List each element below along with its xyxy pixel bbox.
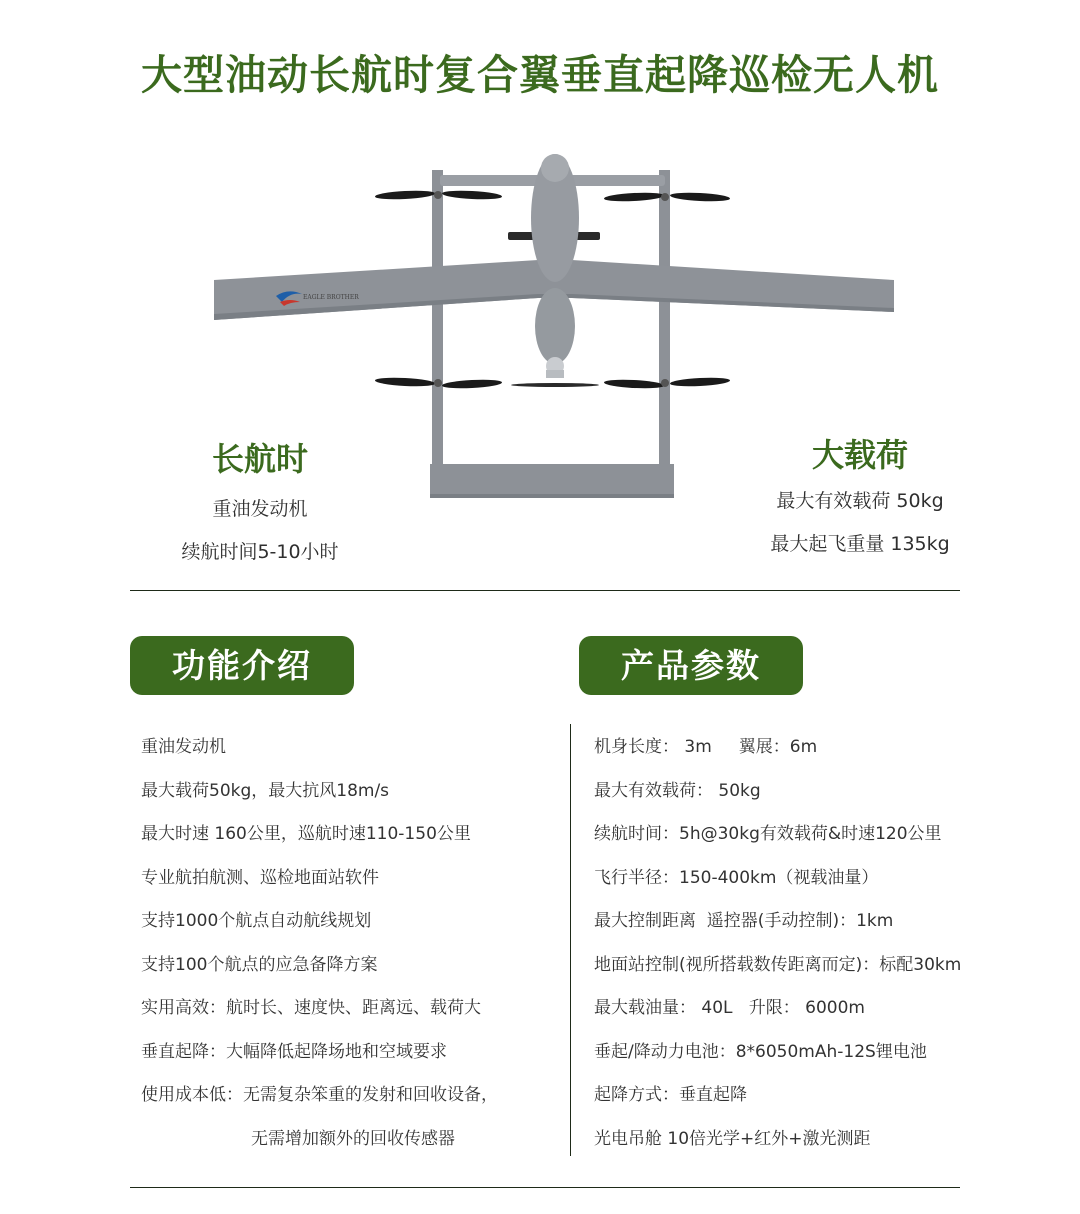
param-item: 最大有效载荷： 50kg bbox=[594, 780, 761, 801]
tail-plane bbox=[430, 464, 674, 498]
propeller-front-left bbox=[375, 189, 502, 200]
highlight-payload bbox=[740, 430, 980, 556]
feature-item: 最大时速 160公里，巡航时速110-150公里 bbox=[141, 824, 471, 844]
svg-text:EAGLE BROTHER: EAGLE BROTHER bbox=[303, 294, 359, 301]
feature-item: 垂直起降：大幅降低起降场地和空域要求 bbox=[141, 1041, 447, 1062]
right-boom bbox=[659, 170, 670, 470]
param-item: 最大载油量： 40L 升限： 6000m bbox=[594, 998, 865, 1018]
param-item: 飞行半径：150-400km（视载油量） bbox=[594, 867, 879, 888]
params-list bbox=[594, 734, 961, 1169]
param-item: 地面站控制(视所搭载数传距离而定)：标配30km bbox=[594, 954, 962, 975]
feature-item: 最大载荷50kg，最大抗风18m/s bbox=[141, 780, 390, 801]
highlight-line: 续航时间5-10小时 bbox=[181, 541, 339, 563]
highlight-line: 最大起飞重量 135kg bbox=[770, 533, 950, 555]
page-title: 大型油动长航时复合翼垂直起降巡检无人机 bbox=[141, 51, 939, 99]
feature-item: 实用高效：航时长、速度快、距离远、载荷大 bbox=[141, 998, 481, 1018]
feature-item: 支持1000个航点自动航线规划 bbox=[141, 911, 372, 931]
highlight-heading: 长航时 bbox=[211, 440, 308, 478]
fuselage-rear bbox=[535, 288, 575, 364]
param-item: 最大控制距离 遥控器(手动控制)：1km bbox=[594, 911, 894, 931]
section-divider-bottom bbox=[130, 1187, 960, 1188]
param-item: 垂起/降动力电池：8*6050mAh-12S锂电池 bbox=[594, 1041, 927, 1062]
param-item: 光电吊舱 10倍光学+红外+激光测距 bbox=[594, 1128, 871, 1149]
highlight-endurance bbox=[150, 434, 370, 564]
feature-item: 重油发动机 bbox=[141, 737, 226, 757]
highlight-line: 最大有效载荷 50kg bbox=[776, 490, 944, 512]
feature-item: 专业航拍航测、巡检地面站软件 bbox=[141, 867, 379, 888]
pusher-propeller bbox=[511, 383, 599, 387]
features-section-title: 功能介绍 bbox=[130, 636, 354, 695]
left-boom bbox=[432, 170, 443, 470]
features-list bbox=[141, 734, 498, 1169]
param-item: 起降方式：垂直起降 bbox=[594, 1085, 747, 1105]
params-section-title: 产品参数 bbox=[579, 636, 803, 695]
column-divider bbox=[570, 724, 571, 1156]
highlight-line: 重油发动机 bbox=[212, 498, 308, 520]
param-item: 续航时间：5h@30kg有效载荷&时速120公里 bbox=[594, 824, 942, 844]
param-item: 机身长度： 3m 翼展：6m bbox=[594, 737, 818, 757]
section-divider-top bbox=[130, 590, 960, 591]
highlight-heading: 大载荷 bbox=[811, 436, 908, 474]
feature-item-continuation: 无需增加额外的回收传感器 bbox=[251, 1128, 455, 1149]
feature-item: 支持100个航点的应急备降方案 bbox=[141, 954, 378, 975]
feature-item: 使用成本低：无需复杂笨重的发射和回收设备， bbox=[141, 1085, 498, 1105]
